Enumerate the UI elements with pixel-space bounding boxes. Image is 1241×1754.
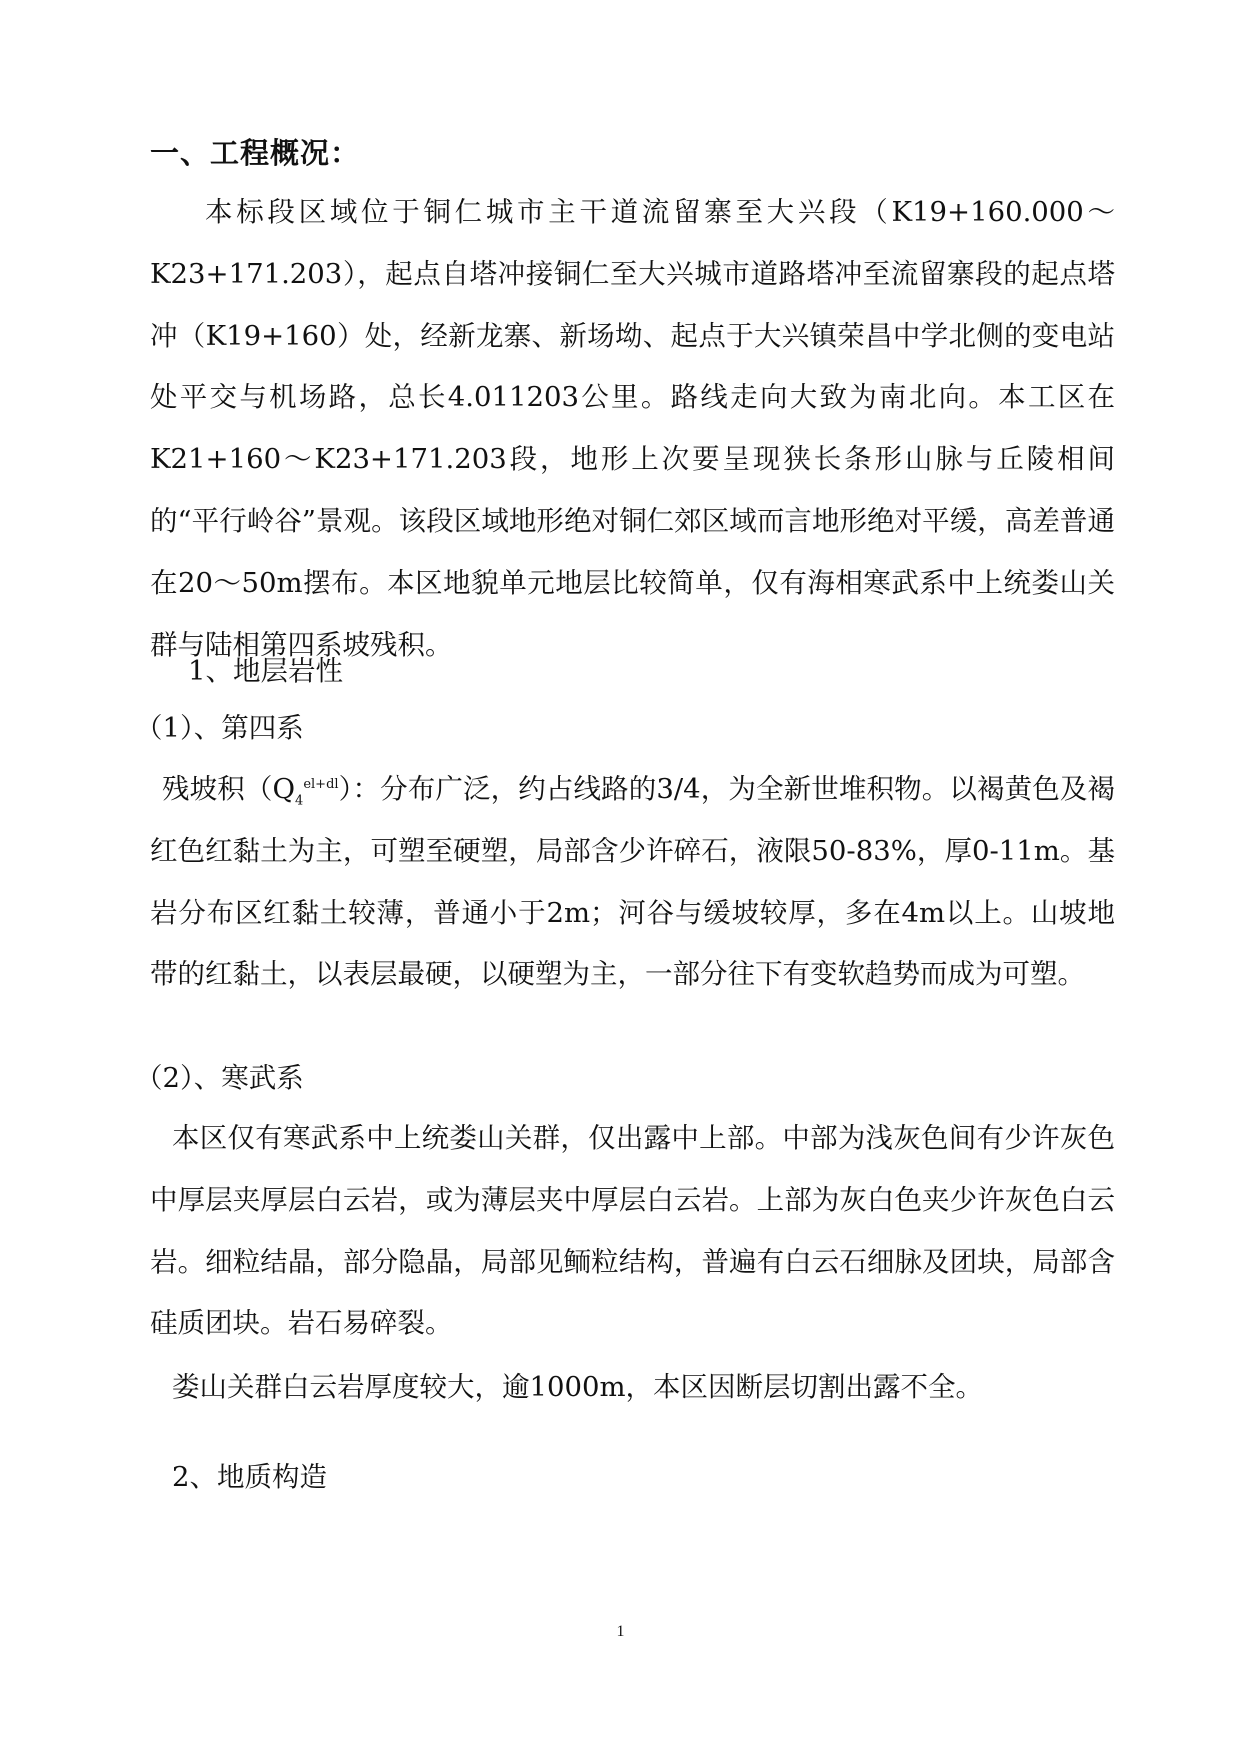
residual-subscript: 4: [295, 793, 304, 809]
cambrian-text: 本区仅有寒武系中上统娄山关群，仅出露中上部。中部为浅灰色间有少许灰色中厚层夹厚层白云岩，或为薄层夹中厚层白云岩。上部为灰白色夹少许灰色白云岩。细粒结晶，部分隐晶，局部见鲕粒结构，普遍有白云石细脉及团块，局部含硅质团块。岩石易碎裂。: [150, 1122, 1115, 1340]
section-heading: 一、工程概况：: [150, 136, 361, 170]
intro-paragraph: [150, 182, 1115, 676]
subsection-title-quaternary: （1）、第四系: [135, 712, 304, 744]
loushan-text: 娄山关群白云岩厚度较大，逾1000m，本区因断层切割出露不全。: [172, 1371, 984, 1403]
residual-prefix: 残坡积（Q: [162, 773, 296, 805]
intro-text: 本标段区域位于铜仁城市主干道流留寨至大兴段（K19+160.000～K23+171.203），起点自塔冲接铜仁至大兴城市道路塔冲至流留寨段的起点塔冲（K19+160）处，经新龙寨、新场坳、起点于大兴镇荣昌中学北侧的变电站处平交与机场路，总长4.011203公里。路线走向大致为南北向。本工区在K21+160～K23+171.203段，地形上次要呈现狭长条形山脉与丘陵相间的“平行岭谷”景观。该段区域地形绝对铜仁郊区域而言地形绝对平缓，高差普通在20～50m摆布。本区地貌单元地层比较简单，仅有海相寒武系中上统娄山关群与陆相第四系坡残积。: [150, 196, 1115, 661]
subsection-title-cambrian: （2）、寒武系: [135, 1062, 304, 1094]
loushan-paragraph: [150, 1357, 1115, 1419]
page-number: 1: [616, 1623, 625, 1640]
residual-superscript: el+dl: [303, 776, 339, 792]
subsection-title-structure: 2、地质构造: [172, 1461, 327, 1493]
subsection-title-strata: 1、地层岩性: [188, 655, 343, 687]
residual-paragraph: [150, 759, 1115, 1006]
residual-text: ）：分布广泛，约占线路的3/4，为全新世堆积物。以褐黄色及褐红色红黏土为主，可塑至硬塑，局部含少许碎石，液限50-83%，厚0-11m。基岩分布区红黏土较薄，普通小于2m；河谷与缓坡较厚，多在4m以上。山坡地带的红黏土，以表层最硬，以硬塑为主，一部分往下有变软趋势而成为可塑。: [150, 773, 1115, 991]
cambrian-paragraph: [150, 1108, 1115, 1355]
